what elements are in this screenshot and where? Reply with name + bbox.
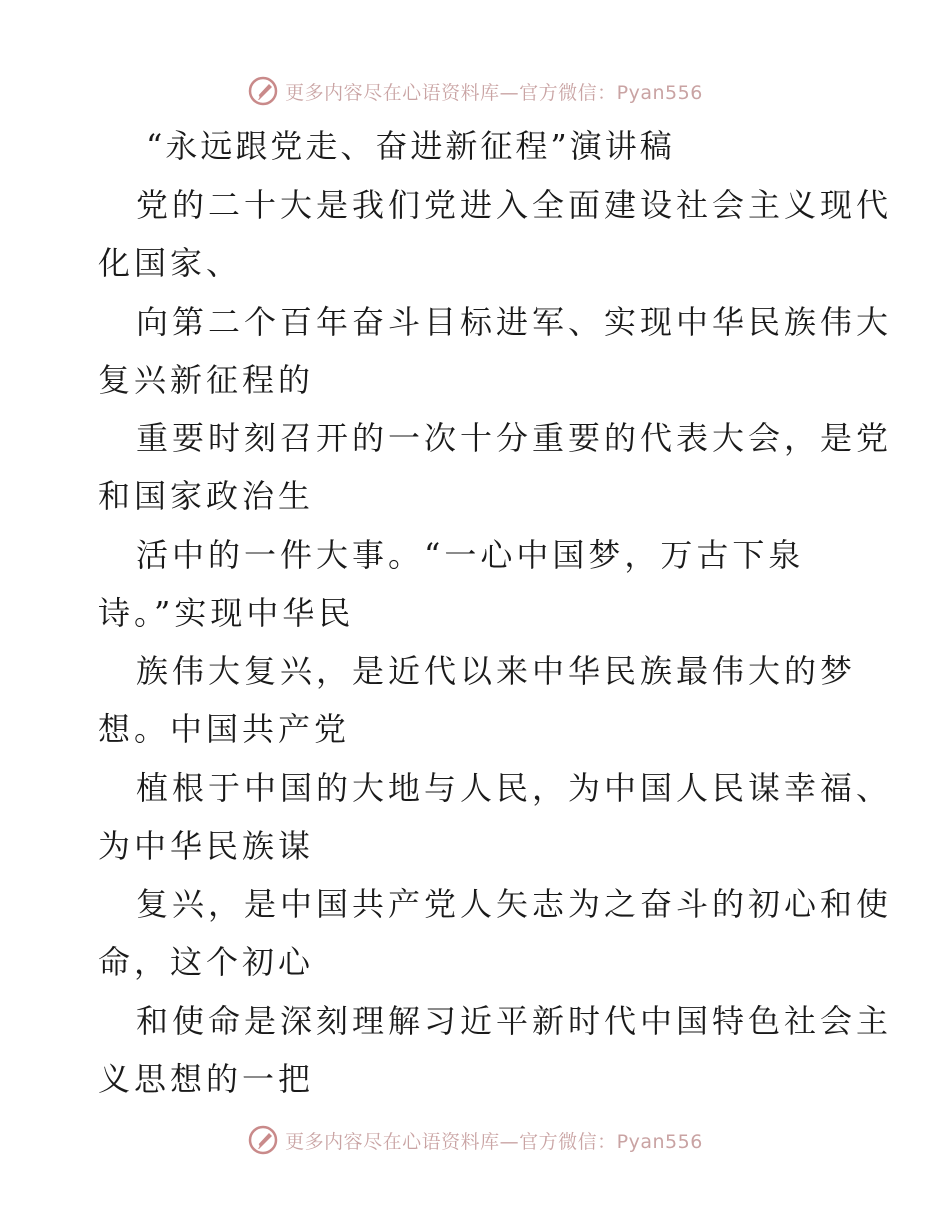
- paragraph-line: 党的二十大是我们党进入全面建设社会主义现代: [136, 186, 893, 224]
- paragraph-line: 植根于中国的大地与人民，为中国人民谋幸福、: [136, 769, 893, 807]
- paragraph-line: 复兴，是中国共产党人矢志为之奋斗的初心和使: [136, 885, 893, 923]
- document-title: “永远跟党走、奋进新征程”演讲稿: [146, 127, 675, 165]
- paragraph-line: 为中华民族谋: [98, 827, 315, 865]
- paragraph-line: 和使命是深刻理解习近平新时代中国特色社会主: [136, 1002, 893, 1040]
- pen-seal-icon: [247, 1124, 279, 1156]
- paragraph-line: 重要时刻召开的一次十分重要的代表大会，是党: [136, 419, 893, 457]
- footer-banner: [0, 1120, 950, 1160]
- paragraph-line: 化国家、: [98, 244, 243, 282]
- paragraph-line: 复兴新征程的: [98, 361, 315, 399]
- paragraph-line: 诗。”实现中华民: [98, 594, 355, 632]
- paragraph-line: 和国家政治生: [98, 477, 315, 515]
- paragraph-line: 族伟大复兴，是近代以来中华民族最伟大的梦: [136, 652, 857, 690]
- pen-seal-icon: [247, 75, 279, 107]
- header-banner: [0, 71, 950, 111]
- paragraph-line: 命，这个初心: [98, 943, 315, 981]
- header-banner-text: 更多内容尽在心语资料库—官方微信：Pyan556: [285, 81, 703, 104]
- paragraph-line: 义思想的一把: [98, 1060, 315, 1098]
- paragraph-line: 活中的一件大事。“一心中国梦，万古下泉: [136, 536, 805, 574]
- paragraph-line: 向第二个百年奋斗目标进军、实现中华民族伟大: [136, 303, 893, 341]
- paragraph-line: 想。中国共产党: [98, 710, 351, 748]
- footer-banner-text: 更多内容尽在心语资料库—官方微信：Pyan556: [285, 1130, 703, 1153]
